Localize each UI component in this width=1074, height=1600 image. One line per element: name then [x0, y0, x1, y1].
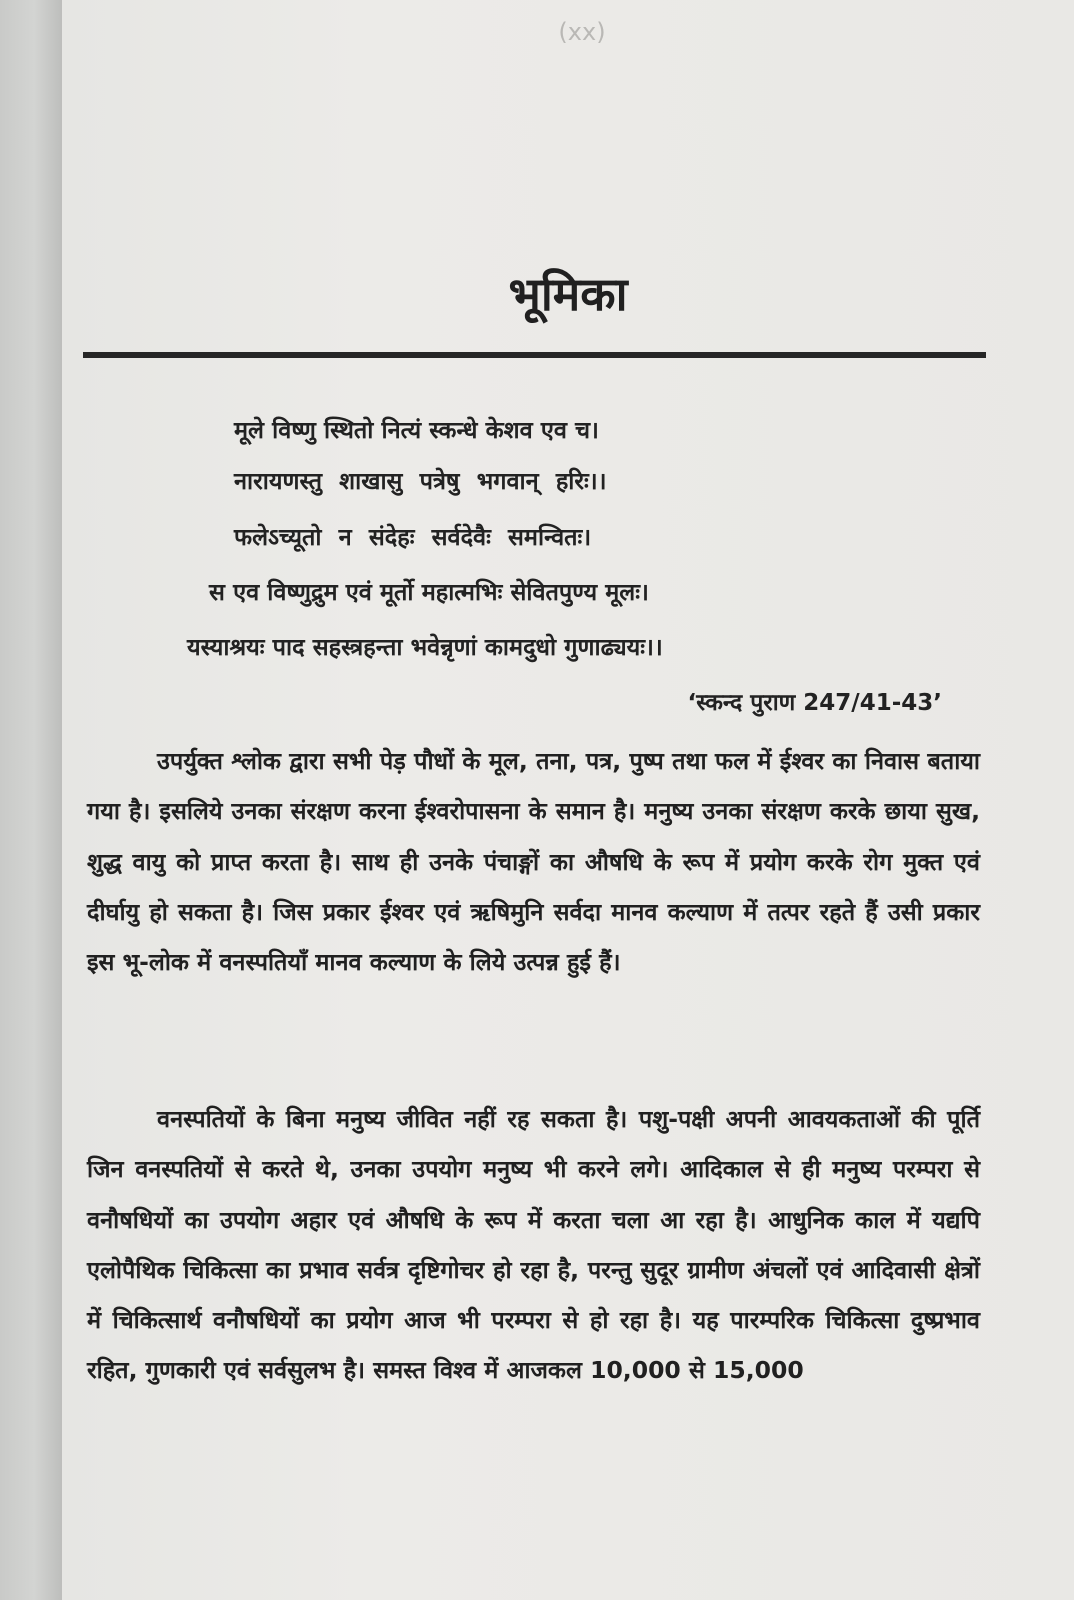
verse-line-2: नारायणस्तु शाखासु पत्रेषु भगवान् हरिः।।	[234, 467, 607, 495]
page-number: (xx)	[558, 18, 606, 46]
title-underline	[83, 352, 986, 358]
paragraph-2: वनस्पतियों के बिना मनुष्य जीवित नहीं रह सकता है। पशु-पक्षी अपनी आवयकताओं की पूर्ति जिन वनस्पतियों से करते थे, उनका उपयोग मनुष्य भी करने लगे। आदिकाल से ही मनुष्य परम्परा से वनौषधियों का उपयोग अहार एवं औषधि के रूप में करता चला आ रहा है। आधुनिक काल में यद्यपि एलोपैथिक चिकित्सा का प्रभाव सर्वत्र दृष्टिगोचर हो रहा है, परन्तु सुदूर ग्रामीण अंचलों एवं आदिवासी क्षेत्रों में चिकित्सार्थ वनौषधियों का प्रयोग आज भी परम्परा से हो रहा है। यह पारम्परिक चिकित्सा दुष्प्रभाव रहित, गुणकारी एवं सर्वसुलभ है। समस्त विश्व में आजकल 10,000 से 15,000	[87, 1105, 980, 1385]
verse-line-5: यस्याश्रयः पाद सहस्त्रहन्ता भवेन्नृणां कामदुधो गुणाढ्ययः।।	[187, 633, 663, 661]
adjacent-page-edge	[0, 0, 62, 1600]
verse-citation: ‘स्कन्द पुराण 247/41-43’	[687, 690, 942, 716]
verse-line-3: फलेऽच्यूतो न संदेहः सर्वदेवैः समन्वितः।	[234, 523, 592, 551]
paragraph-1: उपर्युक्त श्लोक द्वारा सभी पेड़ पौधों के मूल, तना, पत्र, पुष्प तथा फल में ईश्वर का निवास बताया गया है। इसलिये उनका संरक्षण करना ईश्वरोपासना के समान है। मनुष्य उनका संरक्षण करके छाया सुख, शुद्ध वायु को प्राप्त करता है। साथ ही उनके पंचाङ्गों का औषधि के रूप में प्रयोग करके रोग मुक्त एवं दीर्घायु हो सकता है। जिस प्रकार ईश्वर एवं ऋषिमुनि सर्वदा मानव कल्याण में तत्पर रहते हैं उसी प्रकार इस भू-लोक में वनस्पतियाँ मानव कल्याण के लिये उत्पन्न हुई हैं।	[87, 747, 980, 977]
verse-line-1: मूले विष्णु स्थितो नित्यं स्कन्धे केशव एव च।	[234, 416, 599, 444]
book-page	[62, 0, 1074, 1600]
verse-line-4: स एव विष्णुद्रुम एवं मूर्तो महात्मभिः सेवितपुण्य मूलः।	[209, 578, 649, 606]
page-title: भूमिका	[508, 267, 628, 321]
